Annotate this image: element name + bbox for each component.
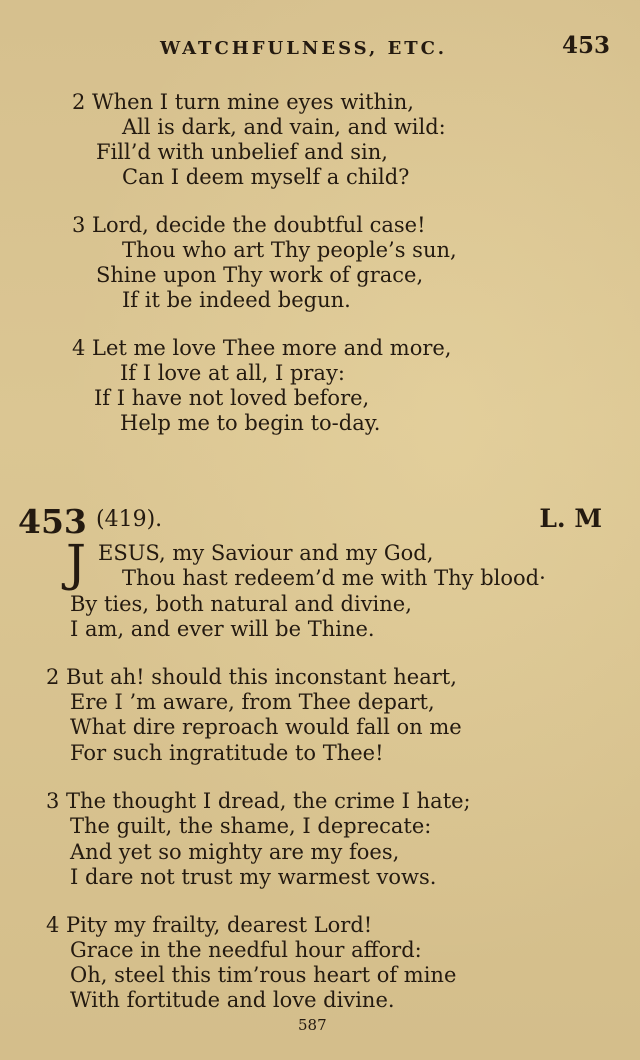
running-header-page-number: 453 [561,32,610,59]
hymn-meter: L. M [539,504,602,533]
footer-page-number: 587 [298,1016,327,1034]
verse-line: By ties, both natural and divine, [70,592,412,616]
verse-line: Thou hast redeem’d me with Thy blood· [122,566,546,590]
verse-line: 2 But ah! should this inconstant heart, [46,665,457,689]
verse-line: Grace in the needful hour afford: [70,938,422,962]
verse-line: Thou who art Thy people’s sun, [122,238,457,262]
running-header-title: WATCHFULNESS, ETC. [160,38,447,59]
verse-line: The guilt, the shame, I deprecate: [70,814,432,838]
verse-line: 4 Pity my frailty, dearest Lord! [46,913,373,937]
verse-line: And yet so mighty are my foes, [70,840,400,864]
verse-line: 4 Let me love Thee more and more, [72,336,452,360]
verse-line: Fill’d with unbelief and sin, [96,140,388,164]
hymn-number: 453 [18,502,87,541]
verse-line: I am, and ever will be Thine. [70,617,375,641]
verse-line: Shine upon Thy work of grace, [96,263,424,287]
verse-line: 3 The thought I dread, the crime I hate; [46,789,471,813]
verse-line: 2 When I turn mine eyes within, [72,90,414,114]
verse-line: Ere I ’m aware, from Thee depart, [70,690,435,714]
drop-cap: J [66,534,87,592]
verse-line: Oh, steel this tim’rous heart of mine [70,963,457,987]
verse-line: Can I deem myself a child? [122,165,410,189]
verse-line: If I have not loved before, [94,386,370,410]
verse-line: If it be indeed begun. [122,288,351,312]
verse-line: If I love at all, I pray: [120,361,345,385]
verse-line: For such ingratitude to Thee! [70,741,384,765]
verse-line: Help me to begin to-day. [120,411,381,435]
verse-line: I dare not trust my warmest vows. [70,865,437,889]
hymn-alt-number: (419). [96,507,163,532]
verse-line: With fortitude and love divine. [70,988,395,1012]
verse-line: 3 Lord, decide the doubtful case! [72,213,426,237]
verse-line: ESUS, my Saviour and my God, [98,541,434,565]
verse-line: What dire reproach would fall on me [70,715,462,739]
verse-line: All is dark, and vain, and wild: [122,115,446,139]
